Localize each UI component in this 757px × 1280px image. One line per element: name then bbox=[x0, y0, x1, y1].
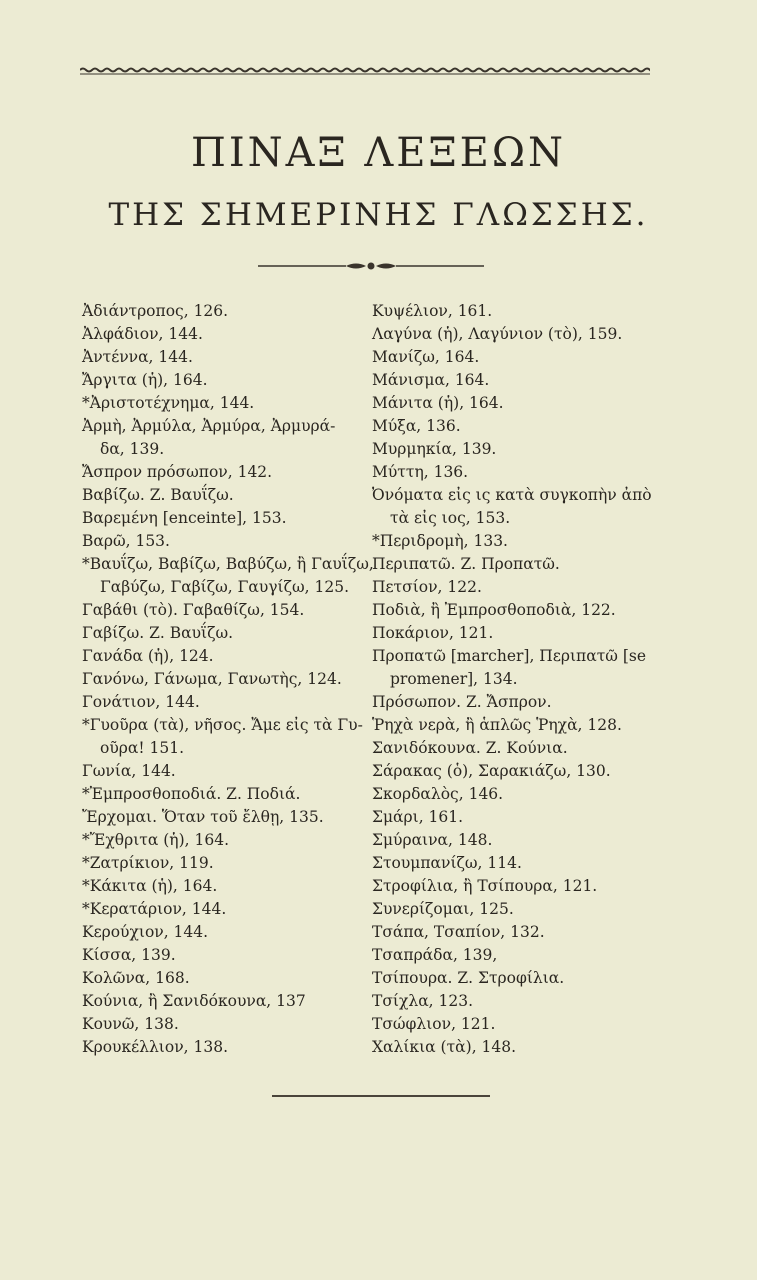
entry-text: Ποδιὰ, ἢ Ἐμπροσθοποδιὰ, 122. bbox=[372, 601, 616, 619]
entry-text: Σμάρι, 161. bbox=[372, 808, 464, 826]
entry-text: Μάνιτα (ἡ), 164. bbox=[372, 394, 504, 412]
entry-text: Στουμπανίζω, 114. bbox=[372, 854, 522, 872]
bottom-rule bbox=[272, 1095, 490, 1097]
index-entry bbox=[372, 898, 672, 921]
entry-text: Ῥηχὰ νερὰ, ἢ ἁπλῶς Ῥηχὰ, 128. bbox=[372, 716, 622, 734]
entry-text: Μύξα, 136. bbox=[372, 417, 461, 435]
entry-text: Χαλίκια (τὰ), 148. bbox=[372, 1038, 517, 1056]
index-entry bbox=[82, 415, 372, 461]
index-entry bbox=[372, 323, 672, 346]
index-entry bbox=[372, 783, 672, 806]
index-entry bbox=[82, 921, 372, 944]
index-entry bbox=[82, 530, 372, 553]
entry-text: Λαγύνα (ἡ), Λαγύνιον (τὸ), 159. bbox=[372, 325, 623, 343]
index-entry bbox=[372, 553, 672, 576]
entry-text: Μυρμηκία, 139. bbox=[372, 440, 497, 458]
entry-text: Περιπατῶ. Ζ. Προπατῶ. bbox=[372, 555, 560, 573]
top-decorative-rule bbox=[80, 62, 650, 80]
entry-text: Ἄργιτα (ἡ), 164. bbox=[82, 371, 208, 389]
entry-text: Κούνια, ἢ Σανιδόκουνα, 137 bbox=[82, 992, 306, 1010]
entry-text: Τσίπουρα. Ζ. Στροφίλια. bbox=[372, 969, 565, 987]
index-entry bbox=[82, 1013, 372, 1036]
index-entry bbox=[372, 1013, 672, 1036]
index-entry bbox=[82, 760, 372, 783]
index-entry bbox=[372, 737, 672, 760]
entry-text: Βαρεμένη [enceinte], 153. bbox=[82, 509, 287, 527]
index-entry bbox=[372, 852, 672, 875]
index-entry bbox=[372, 875, 672, 898]
page-title: ΠΙΝΑΞ ΛΕΞΕΩΝ bbox=[190, 130, 567, 176]
entry-text: Ἀρμὴ, Ἀρμύλα, Ἀρμύρα, Ἀρμυρά- bbox=[82, 417, 336, 435]
index-entry bbox=[82, 645, 372, 668]
index-entry bbox=[82, 622, 372, 645]
entry-text: Κουνῶ, 138. bbox=[82, 1015, 179, 1033]
index-entry bbox=[82, 852, 372, 875]
entry-text: Προπατῶ [marcher], Περιπατῶ [se bbox=[372, 647, 647, 665]
entry-text: *Ἐμπροσθοποδιά. Ζ. Ποδιά. bbox=[82, 785, 301, 803]
entry-text: Κερούχιον, 144. bbox=[82, 923, 209, 941]
entry-continuation: Γαβύζω, Γαβίζω, Γαυγίζω, 125. bbox=[100, 578, 350, 596]
index-entry bbox=[82, 714, 372, 760]
entry-text: *Γυοῦρα (τὰ), νῆσος. Ἄμε εἰς τὰ Γυ- bbox=[82, 716, 363, 734]
entry-text: Τσάπα, Τσαπίον, 132. bbox=[372, 923, 545, 941]
entry-text: Ὀνόματα εἰς ις κατὰ συγκοπὴν ἀπὸ bbox=[372, 486, 652, 504]
entry-text: Σανιδόκουνα. Ζ. Κούνια. bbox=[372, 739, 568, 757]
index-entry bbox=[372, 599, 672, 622]
entry-text: Βαρῶ, 153. bbox=[82, 532, 170, 550]
index-entry bbox=[372, 645, 672, 691]
entry-continuation: τὰ εἰς ιος, 153. bbox=[390, 509, 511, 527]
index-entry bbox=[372, 300, 672, 323]
index-entry bbox=[372, 576, 672, 599]
index-entry bbox=[82, 507, 372, 530]
index-entry bbox=[82, 967, 372, 990]
index-entry bbox=[372, 944, 672, 967]
index-entry bbox=[82, 392, 372, 415]
index-entry bbox=[372, 967, 672, 990]
entry-text: Σάρακας (ὁ), Σαρακιάζω, 130. bbox=[372, 762, 611, 780]
entry-text: Κρουκέλλιον, 138. bbox=[82, 1038, 229, 1056]
index-entry bbox=[372, 622, 672, 645]
index-entry bbox=[82, 1036, 372, 1059]
index-entry bbox=[82, 990, 372, 1013]
index-entry bbox=[82, 806, 372, 829]
index-entry bbox=[82, 944, 372, 967]
entry-text: Ἄσπρον πρόσωπον, 142. bbox=[82, 463, 273, 481]
page-subtitle: ΤΗΣ ΣΗΜΕΡΙΝΗΣ ΓΛΩΣΣΗΣ. bbox=[108, 197, 649, 233]
entry-text: *Κάκιτα (ἡ), 164. bbox=[82, 877, 218, 895]
index-entry bbox=[82, 668, 372, 691]
entry-text: *Ἔχθριτα (ἡ), 164. bbox=[82, 831, 230, 849]
entry-text: Μανίζω, 164. bbox=[372, 348, 480, 366]
index-entry bbox=[82, 875, 372, 898]
index-entry bbox=[372, 806, 672, 829]
index-entry bbox=[82, 484, 372, 507]
entry-continuation: οῦρα! 151. bbox=[100, 739, 185, 757]
entry-text: *Ζατρίκιον, 119. bbox=[82, 854, 214, 872]
index-entry bbox=[82, 346, 372, 369]
index-entry bbox=[372, 1036, 672, 1059]
index-entry bbox=[82, 691, 372, 714]
index-entry bbox=[82, 369, 372, 392]
index-entry bbox=[372, 484, 672, 530]
entry-text: Κολῶνα, 168. bbox=[82, 969, 190, 987]
entry-text: Γωνία, 144. bbox=[82, 762, 176, 780]
entry-text: Γανάδα (ἡ), 124. bbox=[82, 647, 214, 665]
entry-text: Κυψέλιον, 161. bbox=[372, 302, 493, 320]
entry-text: Γαβίζω. Ζ. Βαυΐζω. bbox=[82, 624, 234, 642]
index-entry bbox=[372, 346, 672, 369]
entry-continuation: δα, 139. bbox=[100, 440, 165, 458]
entry-text: *Περιδρομὴ, 133. bbox=[372, 532, 508, 550]
index-entry bbox=[82, 599, 372, 622]
index-entry bbox=[82, 461, 372, 484]
entry-text: Γονάτιον, 144. bbox=[82, 693, 200, 711]
entry-continuation: promener], 134. bbox=[390, 670, 518, 688]
index-entry bbox=[82, 300, 372, 323]
entry-text: Ἀλφάδιον, 144. bbox=[82, 325, 203, 343]
entry-text: Πετσίον, 122. bbox=[372, 578, 482, 596]
index-entry bbox=[372, 530, 672, 553]
entry-text: Γαβάθι (τὸ). Γαβαθίζω, 154. bbox=[82, 601, 305, 619]
entry-text: Σμύραινα, 148. bbox=[372, 831, 493, 849]
divider-ornament bbox=[258, 259, 484, 273]
entry-text: Σκορδαλὸς, 146. bbox=[372, 785, 504, 803]
entry-text: Βαβίζω. Ζ. Βαυΐζω. bbox=[82, 486, 234, 504]
index-entry bbox=[82, 323, 372, 346]
entry-text: Κίσσα, 139. bbox=[82, 946, 176, 964]
entry-text: Μύττη, 136. bbox=[372, 463, 469, 481]
entry-text: Ἀδιάντροπος, 126. bbox=[82, 302, 229, 320]
entry-text: Τσαπράδα, 139, bbox=[372, 946, 498, 964]
entry-text: Πρόσωπον. Ζ. Ἄσπρον. bbox=[372, 693, 552, 711]
index-entry bbox=[82, 553, 372, 599]
index-entry bbox=[372, 392, 672, 415]
index-entry bbox=[372, 760, 672, 783]
index-column-left bbox=[82, 300, 372, 1059]
entry-text: *Ἀριστοτέχνημα, 144. bbox=[82, 394, 255, 412]
entry-text: Μάνισμα, 164. bbox=[372, 371, 490, 389]
index-entry bbox=[372, 990, 672, 1013]
entry-text: Συνερίζομαι, 125. bbox=[372, 900, 514, 918]
index-entry bbox=[372, 829, 672, 852]
index-entry bbox=[372, 921, 672, 944]
entry-text: Στροφίλια, ἢ Τσίπουρα, 121. bbox=[372, 877, 598, 895]
entry-text: Ἀντέννα, 144. bbox=[82, 348, 193, 366]
entry-text: *Βαυΐζω, Βαβίζω, Βαβύζω, ἢ Γαυΐζω, bbox=[82, 555, 374, 573]
index-entry bbox=[372, 461, 672, 484]
entry-text: Τσώφλιον, 121. bbox=[372, 1015, 496, 1033]
entry-text: Ἔρχομαι. Ὅταν τοῦ ἔλθῃ, 135. bbox=[82, 808, 324, 826]
index-entry bbox=[372, 369, 672, 392]
entry-text: Γανόνω, Γάνωμα, Γανωτὴς, 124. bbox=[82, 670, 342, 688]
index-entry bbox=[372, 714, 672, 737]
entry-text: Ποκάριον, 121. bbox=[372, 624, 494, 642]
entry-text: Τσίχλα, 123. bbox=[372, 992, 474, 1010]
index-entry bbox=[82, 898, 372, 921]
entry-text: *Κερατάριον, 144. bbox=[82, 900, 227, 918]
index-entry bbox=[82, 783, 372, 806]
index-entry bbox=[372, 438, 672, 461]
index-entry bbox=[372, 415, 672, 438]
index-column-right bbox=[372, 300, 672, 1059]
index-entry bbox=[82, 829, 372, 852]
index-entry bbox=[372, 691, 672, 714]
